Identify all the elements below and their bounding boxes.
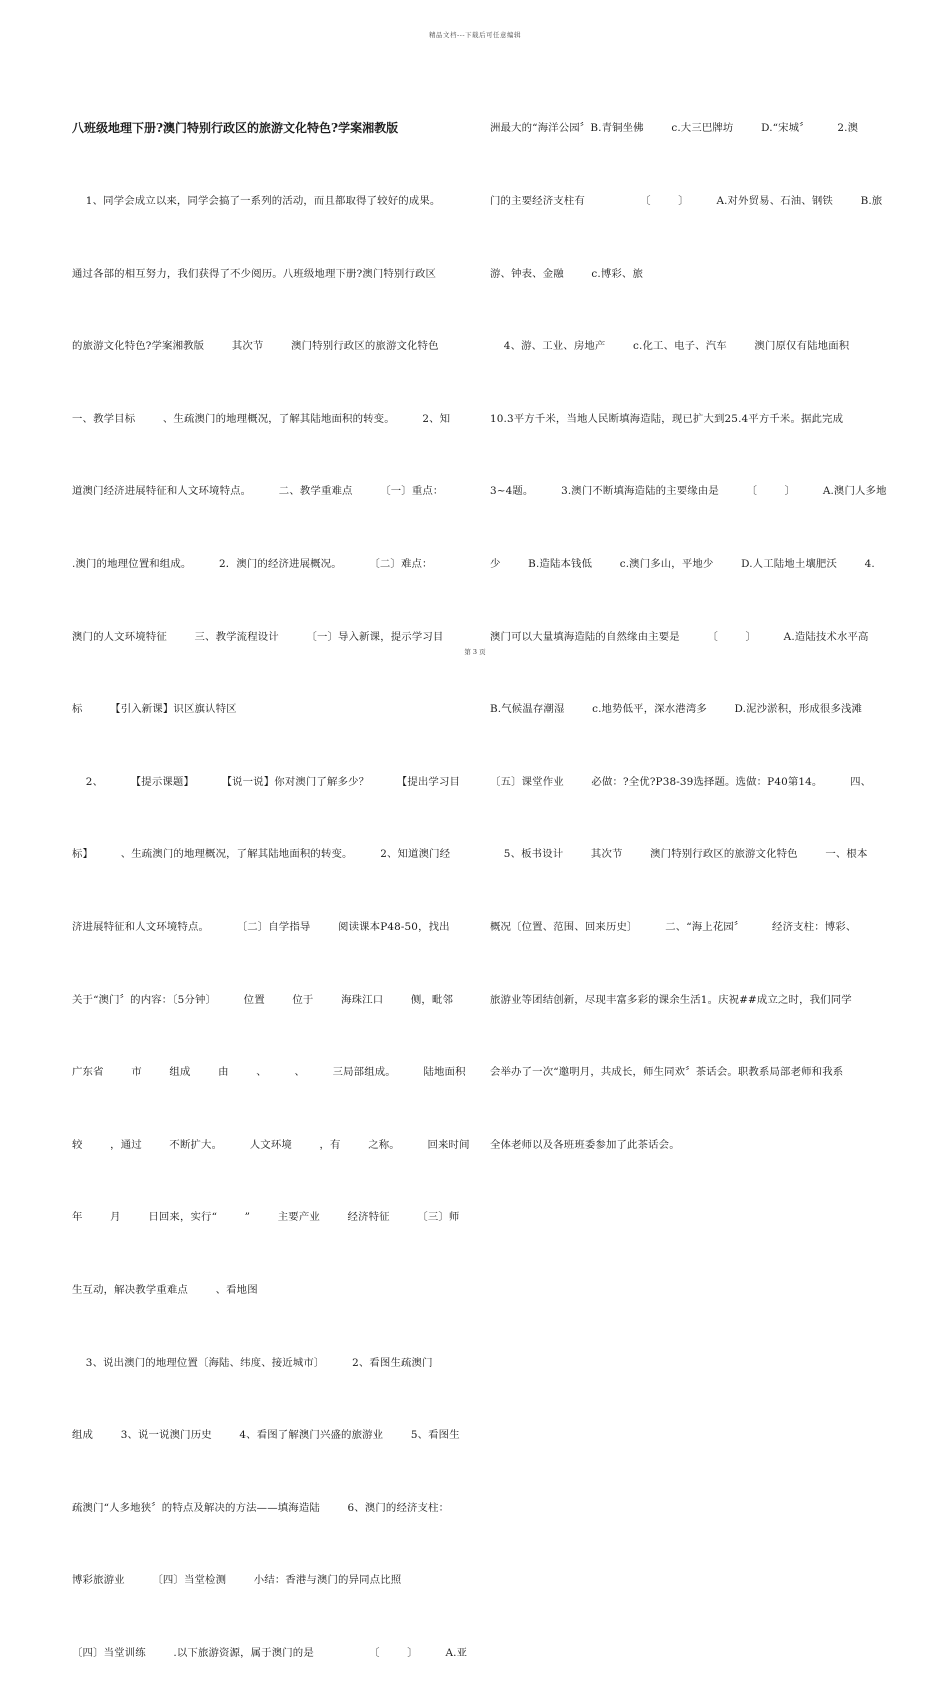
- document-title: 八班级地理下册?澳门特别行政区的旅游文化特色?学案湘教版: [72, 121, 399, 136]
- text-line: B.气候温存潮湿 c.地势低平，深水港湾多 D.泥沙淤积，形成很多浅滩: [490, 703, 863, 716]
- text-line: 标】 、生疏澳门的地理概况，了解其陆地面积的转变。 2、知道澳门经: [72, 848, 451, 861]
- text-line: 旅游业等团结创新，尽现丰富多彩的课余生活1。庆祝##成立之时，我们同学: [490, 993, 852, 1006]
- text-line: 少 B.造陆本钱低 c.澳门多山，平地少 D.人工陆地土壤肥沃 4.: [490, 557, 875, 570]
- text-line: 3~4题。 3.澳门不断填海造陆的主要缘由是 〔 〕 A.澳门人多地: [490, 485, 887, 498]
- text-line: 年 月 日回来，实行“ ” 主要产业 经济特征 〔三〕师: [72, 1211, 460, 1224]
- text-line: .澳门的地理位置和组成。 2．澳门的经济进展概况。 〔二〕难点：: [72, 557, 433, 570]
- text-line: 济进展特征和人文环境特点。 〔二〕自学指导 阅读课本P48-50，找出: [72, 920, 450, 933]
- text-line: 疏澳门“人多地狭〞的特点及解决的方法——填海造陆 6、澳门的经济支柱：: [72, 1501, 450, 1514]
- text-line: 通过各部的相互努力，我们获得了不少阅历。八班级地理下册?澳门特别行政区: [72, 267, 437, 280]
- text-line: 标 【引入新课】识区旗认特区: [72, 703, 237, 716]
- text-line: 一、教学目标 、生疏澳门的地理概况，了解其陆地面积的转变。 2、知: [72, 412, 451, 425]
- text-line: 博彩旅游业 〔四〕当堂检测 小结：香港与澳门的异同点比照: [72, 1574, 402, 1587]
- right-column: [490, 68, 890, 1181]
- text-line: 概况〔位置、范围、回来历史〕 二、“海上花园〞 经济支柱：博彩、: [490, 920, 857, 933]
- text-line: 关于“澳门〞的内容：〔5分钟〕 位置 位于 海珠江口 侧，毗邻: [72, 993, 454, 1006]
- text-line: 10.3平方千米，当地人民断填海造陆，现已扩大到25.4平方千米。据此完成: [490, 412, 844, 425]
- page-number: 第 3 页: [464, 648, 486, 656]
- text-line: 的旅游文化特色?学案湘教版 其次节 澳门特别行政区的旅游文化特色: [72, 340, 439, 353]
- text-line: 3、说出澳门的地理位置〔海陆、纬度、接近城市〕 2、看图生疏澳门: [72, 1356, 433, 1369]
- text-line: 生互动，解决教学重难点 、看地图: [72, 1283, 258, 1296]
- text-line: 广东省 市 组成 由 、 、 三局部组成。 陆地面积: [72, 1066, 466, 1079]
- page-header-note: 精品文档---下载后可任意编辑: [428, 31, 522, 39]
- text-line: 澳门的人文环境特征 三、教学流程设计 〔一〕导入新课，提示学习目: [72, 630, 444, 643]
- text-line: 全体老师以及各班班委参加了此茶话会。: [490, 1138, 680, 1151]
- text-line: 会举办了一次“邀明月，共成长，师生同欢〞茶话会。职教系局部老师和我系: [490, 1066, 844, 1079]
- text-line: 5、板书设计 其次节 澳门特别行政区的旅游文化特色 一、根本: [490, 848, 868, 861]
- text-line: 〔四〕当堂训练 .以下旅游资源，属于澳门的是 〔 〕 A.亚: [72, 1646, 468, 1659]
- text-line: 〔五〕课堂作业 必做：?全优?P38-39选择题。选做：P40第14。 四、: [490, 775, 872, 788]
- text-line: 道澳门经济进展特征和人文环境特点。 二、教学重难点 〔一〕重点：: [72, 485, 444, 498]
- text-line: 较 ，通过 不断扩大。 人文环境 ，有 之称。 回来时间: [72, 1138, 470, 1151]
- text-line: 游、钟表、金融 c.博彩、旅: [490, 267, 643, 280]
- text-line: 2、 【提示课题】 【说一说】你对澳门了解多少？ 【提出学习目: [72, 775, 461, 788]
- left-column: [72, 68, 480, 1689]
- text-line: 组成 3、说一说澳门历史 4、看图了解澳门兴盛的旅游业 5、看图生: [72, 1429, 460, 1442]
- text-line: 门的主要经济支柱有 〔 〕 A.对外贸易、石油、钢铁 B.旅: [490, 195, 883, 207]
- text-line: 4、游、工业、房地产 c.化工、电子、汽车 澳门原仅有陆地面积: [490, 340, 850, 353]
- text-line: 洲最大的“海洋公园〞B.青铜坐佛 c.大三巴牌坊 D.“宋城〞 2.澳: [490, 122, 859, 135]
- text-line: 澳门可以大量填海造陆的自然缘由主要是 〔 〕 A.造陆技术水平高: [490, 630, 869, 643]
- text-line: 1、同学会成立以来，同学会搞了一系列的活动，而且都取得了较好的成果。: [72, 195, 441, 207]
